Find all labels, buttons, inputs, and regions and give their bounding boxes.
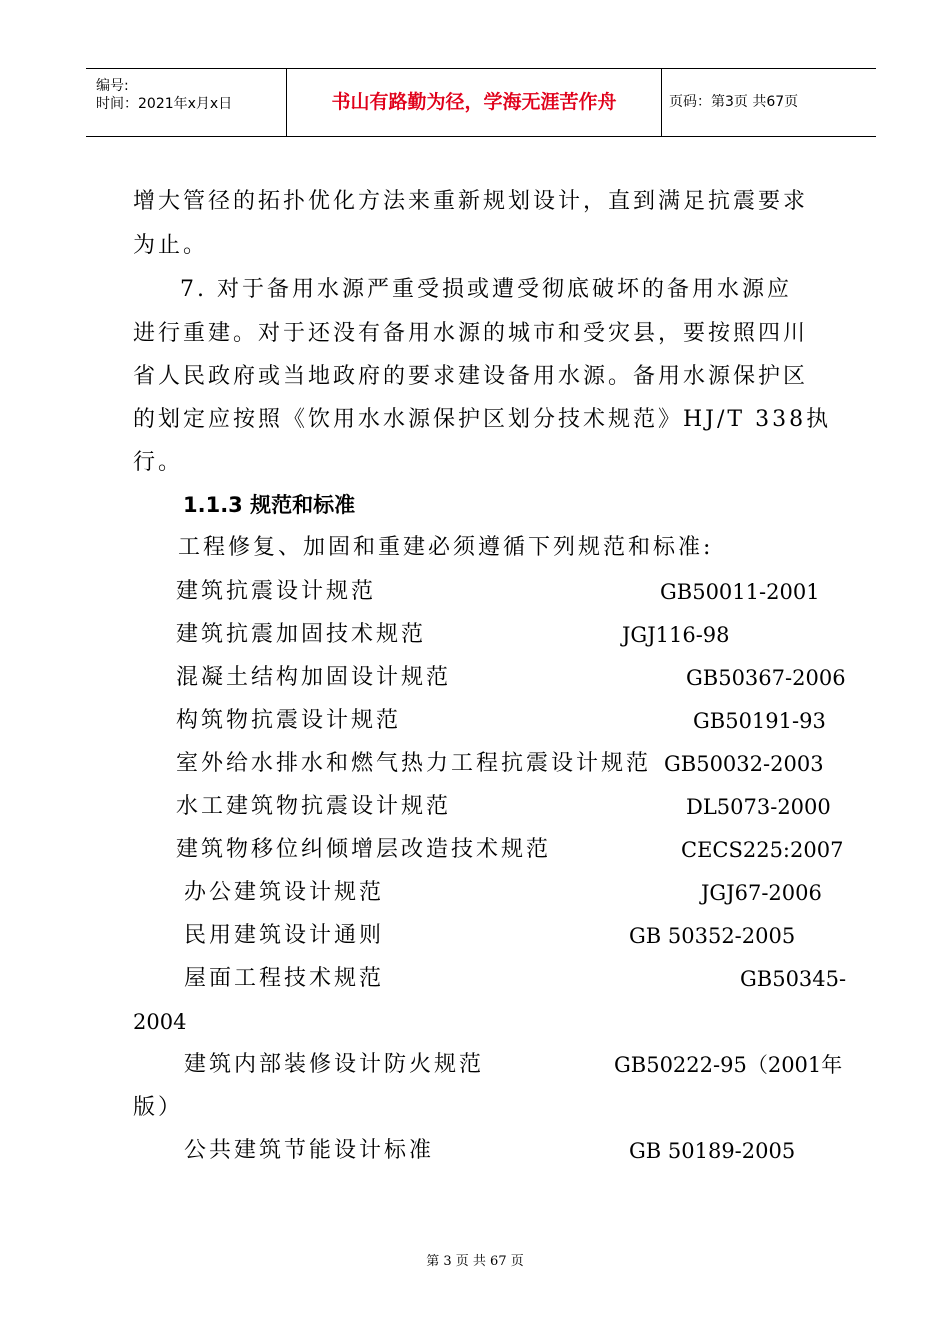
para1-line2: 为止。 (133, 233, 209, 258)
standard-name: 建筑物移位纠倾增层改造技术规范 (176, 837, 552, 862)
standard-code: GB50367-2006 (686, 666, 846, 690)
standard-code: GB50191-93 (693, 709, 826, 733)
standard-name: 建筑内部装修设计防火规范 (184, 1052, 485, 1077)
document-number-label: 编号: (96, 78, 129, 94)
standard-name: 建筑抗震加固技术规范 (176, 622, 427, 647)
standard-code: DL5073-2000 (686, 795, 831, 819)
standard-name: 建筑抗震设计规范 (176, 579, 377, 604)
para1-line1: 增大管径的拓扑优化方法来重新规划设计，直到满足抗震要求 (133, 189, 809, 214)
standard-code: GB50345- (740, 967, 847, 991)
standard-name: 民用建筑设计通则 (184, 923, 385, 948)
standard-code-continued: 版） (133, 1095, 184, 1120)
standard-name: 混凝土结构加固设计规范 (176, 665, 452, 690)
standard-code: GB50222-95（2001年 (614, 1053, 843, 1077)
para2-line5: 行。 (133, 450, 184, 475)
standard-code: JGJ67-2006 (701, 881, 822, 905)
page-footer: 第 3 页 共 67 页 (426, 1254, 524, 1269)
standard-code: GB 50189-2005 (629, 1139, 796, 1163)
header-meta-cell (86, 69, 287, 136)
para2-line4: 的划定应按照《饮用水水源保护区划分技术规范》HJ/T 338执 (133, 407, 832, 432)
document-time-label: 时间：2021年x月x日 (96, 96, 233, 112)
header-motto: 书山有路勤为径，学海无涯苦作舟 (287, 69, 662, 136)
standard-code: GB50011-2001 (660, 580, 820, 604)
para2-line2: 进行重建。对于还没有备用水源的城市和受灾县，要按照四川 (133, 321, 809, 346)
header-page-info: 页码：第3页 共67页 (669, 94, 799, 110)
standard-name: 构筑物抗震设计规范 (176, 708, 402, 733)
standard-name: 公共建筑节能设计标准 (184, 1138, 435, 1163)
standard-name: 办公建筑设计规范 (184, 880, 385, 905)
para2-line3: 省人民政府或当地政府的要求建设备用水源。备用水源保护区 (133, 364, 809, 389)
standard-name: 屋面工程技术规范 (184, 966, 385, 991)
standard-name: 室外给水排水和燃气热力工程抗震设计规范 (176, 751, 652, 776)
standard-code: GB 50352-2005 (629, 924, 796, 948)
standard-code: GB50032-2003 (664, 752, 824, 776)
standard-code-continued: 2004 (133, 1010, 187, 1034)
standard-code: JGJ116-98 (622, 623, 730, 647)
page-header (86, 68, 876, 137)
standard-name: 水工建筑物抗震设计规范 (176, 794, 452, 819)
standard-code: CECS225:2007 (681, 838, 844, 862)
standards-intro: 工程修复、加固和重建必须遵循下列规范和标准: (178, 535, 714, 560)
para2-line1: 7. 对于备用水源严重受损或遭受彻底破坏的备用水源应 (180, 277, 792, 302)
section-heading: 1.1.3 规范和标准 (183, 493, 356, 517)
